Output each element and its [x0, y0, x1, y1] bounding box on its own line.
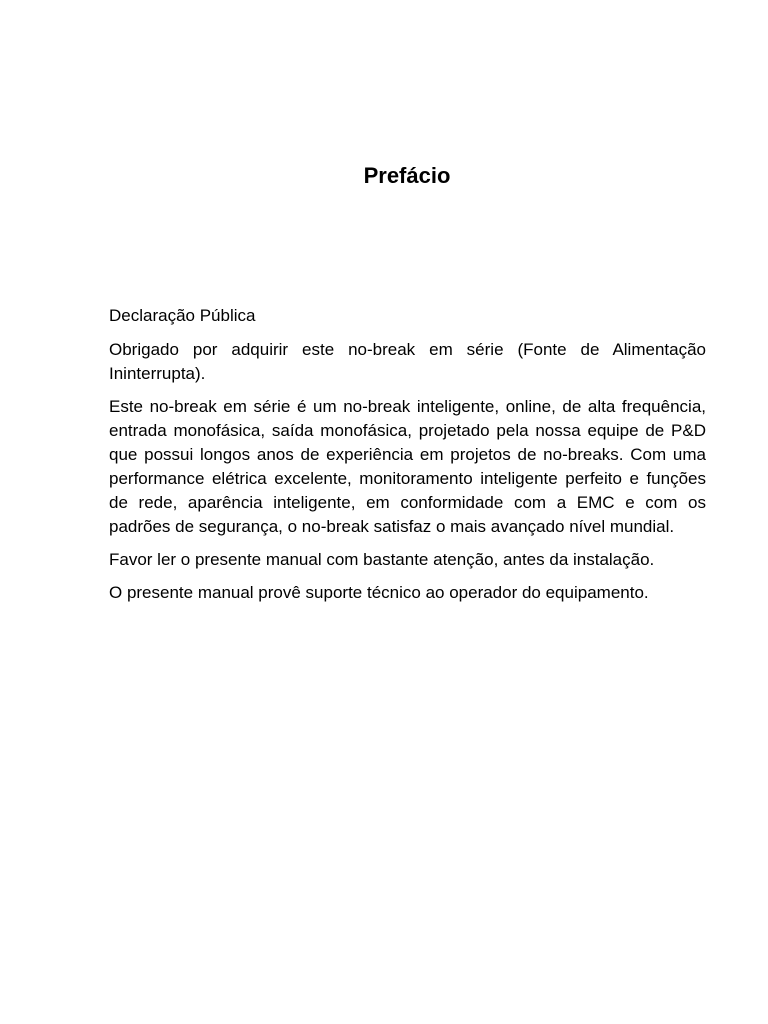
page-title: Prefácio: [363, 163, 451, 188]
paragraph-thanks: Obrigado por adquirir este no-break em série (Fonte de Alimentação Ininterrupta).: [109, 340, 706, 383]
paragraph-support: O presente manual provê suporte técnico ao operador do equipamento.: [109, 583, 649, 602]
body-text: [109, 304, 706, 614]
paragraph-read-manual: Favor ler o presente manual com bastante atenção, antes da instalação.: [109, 550, 655, 569]
section-heading: Declaração Pública: [109, 306, 256, 325]
paragraph-description: Este no-break em série é um no-break inteligente, online, de alta frequência, entrada monofásica, saída monofásica, projetado pela nossa equipe de P&D que possui longos anos de experiência em projetos de no-breaks. Com uma performance elétrica excelente, monitoramento inteligente perfeito e funções de rede, aparência inteligente, em conformidade com a EMC e com os padrões de segurança, o no-break satisfaz o mais avançado nível mundial.: [109, 397, 706, 536]
